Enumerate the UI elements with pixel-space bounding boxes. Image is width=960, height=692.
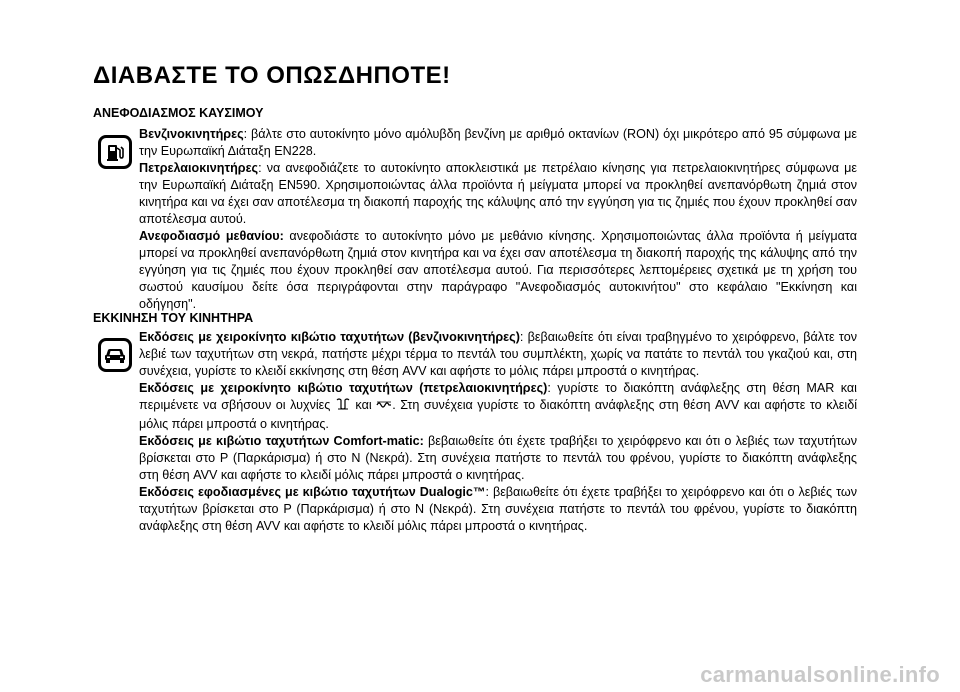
manual-petrol-label: Εκδόσεις με χειροκίνητο κιβώτιο ταχυτήτων (βενζινοκινητήρες) <box>139 330 520 344</box>
fuel-section-body <box>139 126 857 313</box>
diesel-text: : να ανεφοδιάζετε το αυτοκίνητο αποκλειστικά με πετρέλαιο κίνησης για πετρελαιοκινητήρες σύμφωνα με την Ευρωπαϊκή Διάταξη EN590. Χρησιμοποιώντας άλλα προϊόντα ή μείγματα μπορεί να προκληθεί ανεπανόρθωτη ζημιά στον κινητήρα και να έχει σαν αποτέλεσμα τη διακοπή παροχής της κάλυψης από την εγγύηση για τις ζημιές που έχουν προκληθεί σαν αποτέλεσμα αυτού. <box>139 161 857 226</box>
petrol-text: : βάλτε στο αυτοκίνητο μόνο αμόλυβδη βενζίνη με αριθμό οκτανίων (RON) όχι μικρότερο από 95 σύμφωνα με την Ευρωπαϊκή Διάταξη EN228. <box>139 127 857 158</box>
manual-diesel-paragraph <box>139 380 857 433</box>
comfort-matic-text: βεβαιωθείτε ότι έχετε τραβήξει το χειρόφρενο και ότι ο λεβιές των ταχυτήτων βρίσκεται στο P (Παρκάρισμα) ή στο N (Νεκρά). Στη συνέχεια πατήστε το πεντάλ του φρένου, γυρίστε το διακόπτη ανάφλεξης στη θέση AVV και αφήστε το κλειδί μόλις πάρει μπροστά ο κινητήρας. <box>139 434 857 482</box>
manual-petrol-text: : βεβαιωθείτε ότι είναι τραβηγμένο το χειρόφρενο, βάλτε τον λεβιέ των ταχυτήτων στη νεκρά, πατήστε μέχρι τέρμα το πεντάλ του συμπλέκτη, χωρίς να πατάτε το πεντάλ του γκαζιού και, στη συνέχεια, γυρίστε το κλειδί εκκίνησης στη θέση AVV και αφήστε το μόλις πάρει μπροστά ο κινητήρας. <box>139 330 857 378</box>
manual-diesel-label: Εκδόσεις με χειροκίνητο κιβώτιο ταχυτήτων (πετρελαιοκινητήρες) <box>139 381 548 395</box>
watermark: carmanualsonline.info <box>700 662 940 687</box>
start-section-body <box>139 329 857 535</box>
glow-plug-coil-icon <box>376 399 392 416</box>
dualogic-paragraph <box>139 484 857 535</box>
diesel-label: Πετρελαιοκινητήρες <box>139 161 259 175</box>
comfort-matic-paragraph <box>139 433 857 484</box>
petrol-label: Βενζινοκινητήρες <box>139 127 244 141</box>
dualogic-label: Εκδόσεις εφοδιασμένες με κιβώτιο ταχυτήτων Dualogic™ <box>139 485 486 499</box>
petrol-paragraph <box>139 126 857 160</box>
manual-petrol-paragraph <box>139 329 857 380</box>
manual-diesel-text-1: : γυρίστε το διακόπτη ανάφλεξης στη θέση MAR και περιμένετε να σβήσουν οι λυχνίες <box>139 381 857 412</box>
methane-label: Ανεφοδιασμό μεθανίου: <box>139 229 284 243</box>
page-title: ΔΙΑΒΑΣΤΕ ΤΟ ΟΠΩΣΔΗΠΟΤΕ! <box>93 62 451 89</box>
comfort-matic-label: Εκδόσεις με κιβώτιο ταχυτήτων Comfort-matic: <box>139 434 424 448</box>
methane-paragraph <box>139 228 857 313</box>
fuel-section-heading: ΑΝΕΦΟΔΙΑΣΜΟΣ ΚΑΥΣΙΜΟΥ <box>93 106 264 120</box>
manual-diesel-text-and: και <box>355 398 372 412</box>
diesel-paragraph <box>139 160 857 228</box>
dualogic-text: : βεβαιωθείτε ότι έχετε τραβήξει το χειρόφρενο και ότι ο λεβιές των ταχυτήτων βρίσκεται στο P (Παρκάρισμα) ή στο N (Νεκρά). Στη συνέχεια πατήστε το πεντάλ του φρένου, γυρίστε το διακόπτη ανάφλεξης στη θέση AVV και αφήστε το κλειδί μόλις πάρει μπροστά ο κινητήρας. <box>139 485 858 533</box>
car-icon <box>98 338 132 372</box>
manual-diesel-text-2: . Στη συνέχεια γυρίστε το διακόπτη ανάφλεξης στη θέση AVV και αφήστε το κλειδί μόλις πάρει μπροστά ο κινητήρας. <box>139 398 858 431</box>
glow-plug-icon <box>335 397 351 416</box>
start-section-heading: ΕΚΚΙΝΗΣΗ ΤΟΥ ΚΙΝΗΤΗΡΑ <box>93 311 254 325</box>
fuel-pump-icon <box>98 135 132 169</box>
methane-text: ανεφοδιάστε το αυτοκίνητο μόνο με μεθάνιο κίνησης. Χρησιμοποιώντας άλλα προϊόντα ή μείγματα μπορεί να προκληθεί ανεπανόρθωτη ζημιά στον κινητήρα και να έχει σαν αποτέλεσμα τη διακοπή παροχής της κάλυψης από την εγγύηση για τις ζημιές που έχουν προκληθεί σαν αποτέλεσμα αυτού. Για περισσότερες λεπτομέρειες σχετικά με τη χρήση του σωστού καυσίμου δείτε όσα περιγράφονται στην παράγραφο "Ανεφοδιασμός αυτοκινήτου" στο κεφάλαιο "Εκκίνηση και οδήγηση". <box>139 229 857 311</box>
